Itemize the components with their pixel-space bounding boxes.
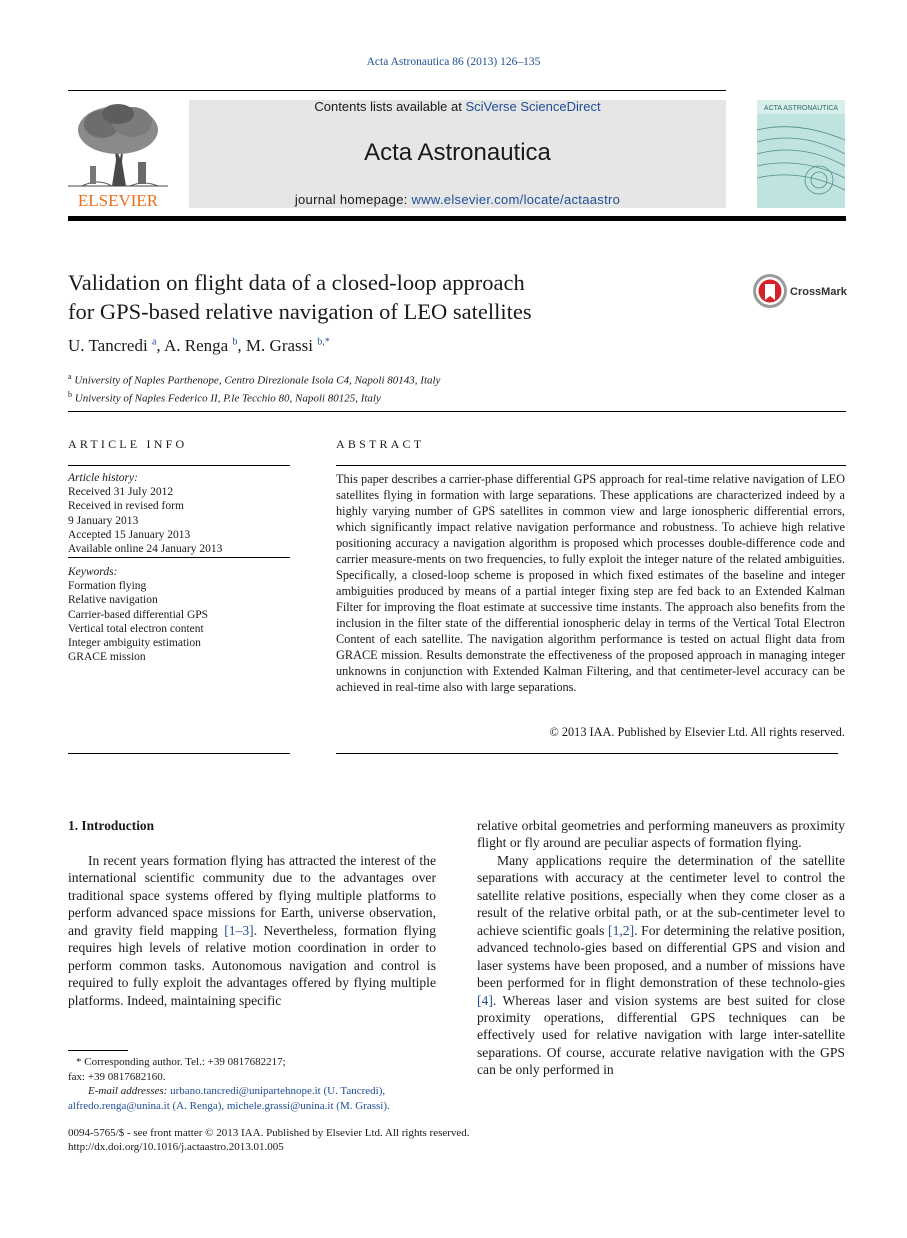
homepage-prefix: journal homepage: xyxy=(294,192,412,207)
header-thick-divider xyxy=(68,216,846,221)
cover-title: ACTA ASTRONAUTICA xyxy=(763,105,839,112)
paragraph xyxy=(477,852,845,1079)
keyword-item: Integer ambiguity estimation xyxy=(68,637,201,650)
sciencedirect-link[interactable]: SciVerse ScienceDirect xyxy=(465,99,601,114)
elsevier-logo[interactable] xyxy=(68,100,168,208)
keyword-item: Formation flying xyxy=(68,580,147,593)
homepage-line xyxy=(189,192,726,207)
history-item: Available online 24 January 2013 xyxy=(68,543,223,556)
header-divider xyxy=(68,90,726,91)
journal-cover-image[interactable] xyxy=(757,100,845,208)
history-item: Accepted 15 January 2013 xyxy=(68,528,191,541)
paragraph-text: . Nevertheless, formation flying requires high levels of relative motion coordination in order to perform common tasks. Autonomous navigation and control is required to fully exploit the advantages offered by flying multiple platforms. Indeed, maintaining specific xyxy=(68,922,436,1008)
journal-name: Acta Astronautica xyxy=(364,139,551,166)
history-item: 9 January 2013 xyxy=(68,514,139,527)
keyword-item: Relative navigation xyxy=(68,594,158,607)
crossmark-label: CrossMark xyxy=(790,286,847,298)
keyword-item: GRACE mission xyxy=(68,651,146,664)
bottom-info xyxy=(68,1126,470,1154)
paragraph-text: . Whereas laser and vision systems are best suited for close proximity operations, differential GPS techniques can be effectively used for relative navigation with large inter-satellite separations. Of course, accurate relative navigation with the GPS can be only performed in xyxy=(477,992,845,1078)
issn-line: 0094-5765/$ - see front matter © 2013 IAA. Published by Elsevier Ltd. All rights reserved. xyxy=(68,1127,470,1139)
article-info-divider xyxy=(68,465,290,466)
elsevier-logo-text: ELSEVIER xyxy=(77,191,159,208)
footnotes xyxy=(68,1055,436,1113)
history-label: Article history: xyxy=(68,472,138,484)
body-right-column xyxy=(477,817,845,1079)
email-label: E-mail addresses: xyxy=(88,1085,168,1097)
affiliation-mark[interactable]: a xyxy=(151,336,157,348)
paragraph-text: Many applications require the determination of the satellite separations with accuracy at the centimeter level to control the satellite relative positions, especially when they come closer as a result of the relative orbital path, or at the sub-centimeter level to achieve scientific goals xyxy=(477,852,845,938)
email-link[interactable]: urbano.tancredi@unipartehnope.it (U. Tancredi), xyxy=(167,1085,386,1097)
author-list: U. Tancredi $^a$, A. Renga $^b$, M. Grassi $^{b,*}$ xyxy=(68,336,330,355)
crossmark-badge[interactable] xyxy=(752,272,852,312)
crossmark-icon xyxy=(753,274,787,308)
email-line xyxy=(68,1084,436,1099)
journal-citation[interactable]: Acta Astronautica 86 (2013) 126–135 xyxy=(366,56,541,68)
author-name[interactable]: M. Grassi xyxy=(245,336,313,355)
section-title-introduction: 1. Introduction xyxy=(68,818,155,833)
doi-link[interactable]: http://dx.doi.org/10.1016/j.actaastro.2013.01.005 xyxy=(68,1141,284,1153)
email-link[interactable]: alfredo.renga@unina.it (A. Renga), michele.grassi@unina.it (M. Grassi). xyxy=(68,1099,390,1112)
abstract-divider xyxy=(336,465,846,466)
affiliation-item xyxy=(68,370,440,388)
affiliation-item xyxy=(68,388,440,406)
body-left-column xyxy=(68,852,436,1009)
paragraph: relative orbital geometries and performing maneuvers as proximity flight or fly around are peculiar aspects of formation flying. xyxy=(477,818,845,851)
affiliation-mark[interactable]: b xyxy=(232,336,238,348)
citation-link[interactable]: [4] xyxy=(477,992,493,1008)
author-name[interactable]: A. Renga xyxy=(163,336,229,355)
homepage-link[interactable]: www.elsevier.com/locate/actaastro xyxy=(411,192,621,207)
affiliation-text: University of Naples Federico II, P.le Tecchio 80, Napoli 80125, Italy xyxy=(74,392,381,405)
keywords xyxy=(68,565,290,664)
paragraph-text: . For determining the relative position, advanced technolo-gies based on differential GPS and vision and laser systems have been proposed, and a number of missions have been performed for in flight demonstration of these technolo-gies xyxy=(477,922,845,991)
title-line-1: Validation on flight data of a closed-loop approach xyxy=(68,270,525,295)
title-line-2: for GPS-based relative navigation of LEO satellites xyxy=(68,299,532,324)
article-history xyxy=(68,471,290,556)
citation-link[interactable]: [1–3] xyxy=(224,922,254,938)
affiliations xyxy=(68,370,440,405)
history-item: Received 31 July 2012 xyxy=(68,486,174,499)
footnote-divider xyxy=(68,1050,128,1051)
contents-line xyxy=(189,99,726,114)
tree-illustration-icon xyxy=(68,100,168,190)
affiliation-mark: b xyxy=(68,389,72,399)
paragraph xyxy=(68,852,436,1009)
abstract-end-divider xyxy=(336,753,838,754)
affiliation-mark[interactable]: b,* xyxy=(317,336,330,348)
fax-note: fax: +39 0817682160. xyxy=(68,1070,166,1083)
abstract-copyright: © 2013 IAA. Published by Elsevier Ltd. All rights reserved. xyxy=(549,725,845,739)
keyword-item: Vertical total electron content xyxy=(68,622,204,635)
author-name[interactable]: U. Tancredi xyxy=(68,336,148,355)
keywords-divider xyxy=(68,557,290,558)
contents-prefix: Contents lists available at xyxy=(314,99,466,114)
article-info-heading: ARTICLE INFO xyxy=(68,437,188,451)
keyword-item: Carrier-based differential GPS xyxy=(68,608,209,621)
paragraph-text: In recent years formation flying has attracted the interest of the international scientific community due to the advantages over traditional space systems offered by flying multiple platforms to perform advanced space missions for Earth, universe observation, and gravity field mapping xyxy=(68,853,436,938)
affiliation-mark: a xyxy=(68,372,72,381)
citation-link[interactable]: [1,2] xyxy=(608,922,635,938)
abstract-heading: ABSTRACT xyxy=(336,437,425,451)
affiliations-divider xyxy=(68,411,846,412)
abstract-text: This paper describes a carrier-phase differential GPS approach for real-time relative navigation of LEO satellites flying in formation with large separations. These applications are characterized indeed by a highly varying number of GPS satellites in common view and large ionospheric differential errors, which significantly impact relative navigation performance and robustness. To achieve high relative positioning accuracy a navigation algorithm is proposed which processes double-difference code and carrier measure-ments on two frequencies, to fully exploit the integer nature of the related ambiguities. Specifically, a closed-loop scheme is proposed in which fixed estimates of the baseline and integer ambiguities produced by means of a partial integer fixing step are fed back to an Extended Kalman Filter for improving the float estimate at successive time instants. The approach also benefits from the inclusion in the filter state of the differential ionospheric delay in terms of the Vertical Total Electron Content of each satellite. The navigation algorithm performance is tested on actual flight data from GRACE mission. Results demonstrate the effectiveness of the proposed approach in managing integer unknowns in conjunction with Extended Kalman Filtering, and that centimeter-level accuracy can be achieved in real-time also with large separations. xyxy=(336,472,845,694)
article-info-end-divider xyxy=(68,753,290,754)
article-title xyxy=(68,268,688,326)
corresponding-author-note: * Corresponding author. Tel.: +39 0817682217; xyxy=(76,1056,286,1068)
affiliation-text: University of Naples Parthenope, Centro Direzionale Isola C4, Napoli 80143, Italy xyxy=(74,374,441,387)
keywords-label: Keywords: xyxy=(68,566,118,578)
history-item: Received in revised form xyxy=(68,500,184,513)
